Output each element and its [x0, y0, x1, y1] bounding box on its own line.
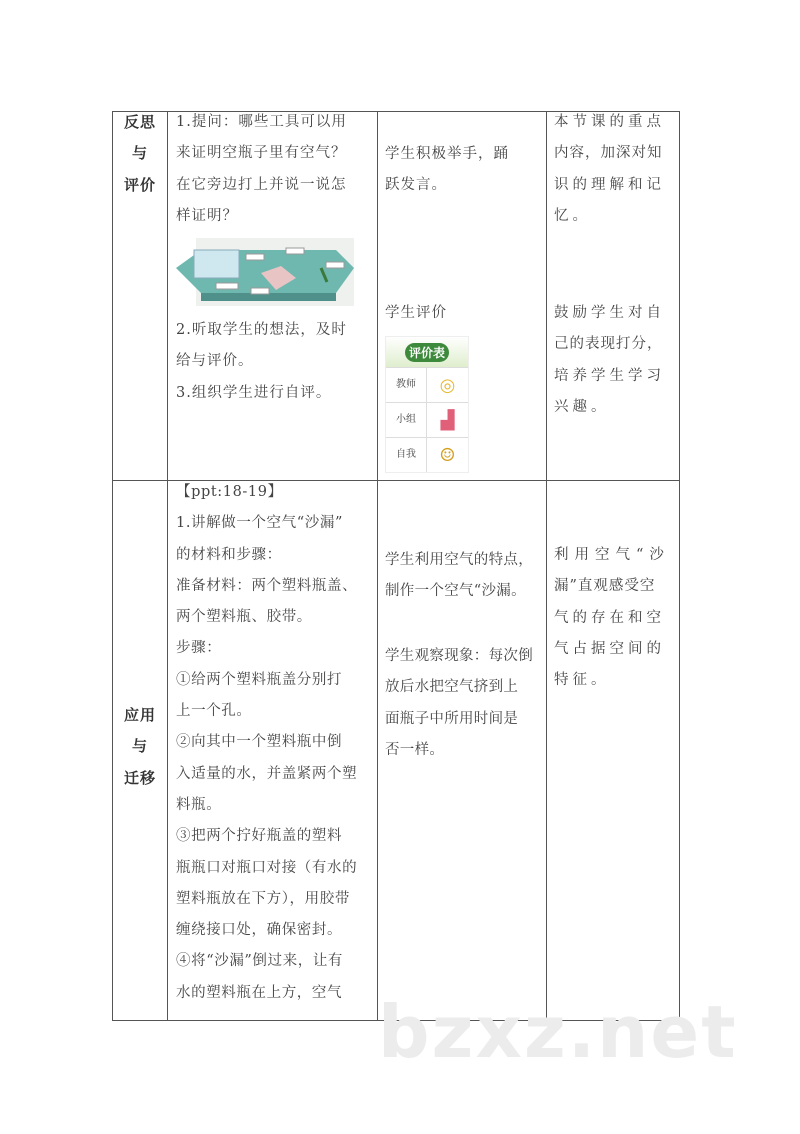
text-line: 制作一个空气“沙漏。 [385, 583, 526, 600]
eval-label: 小组 [386, 403, 427, 437]
text-line: 学生积极举手，踊 [385, 146, 509, 162]
stage-label [113, 700, 167, 794]
stage-text: 应用 [123, 706, 156, 724]
text-line: 料瓶。 [176, 796, 222, 813]
stage-text: 与 [131, 737, 148, 756]
stage-text: 迁移 [123, 768, 156, 787]
text-line: 来证明空瓶子里有空气？ [176, 145, 347, 162]
text-line: ①给两个塑料瓶盖分别打 [176, 671, 343, 688]
lollipop-icon: ◎ [439, 374, 456, 396]
eval-label: 自我 [386, 438, 427, 472]
eval-row [386, 402, 468, 437]
student-observation [385, 641, 533, 766]
design-intent [554, 540, 670, 696]
text-line: ④将“沙漏”倒过来，让有 [176, 953, 344, 970]
eval-row [386, 437, 468, 472]
text-line: 2.听取学生的想法，及时 [176, 322, 347, 338]
text-line: 在它旁边打上并说一说怎 [176, 176, 347, 193]
text-line: 入适量的水，并盖紧两个塑 [176, 765, 358, 782]
text-line: 鼓励学生对自 [554, 305, 665, 321]
teacher-activity-cont [176, 315, 347, 409]
student-eval-label [385, 298, 447, 329]
text-line: 学生评价 [385, 305, 447, 321]
text-line: 缠绕接口处，确保密封。 [176, 922, 343, 939]
eval-row [386, 367, 468, 402]
text-line: 兴趣。 [554, 398, 610, 415]
teacher-activity [176, 477, 357, 1009]
text-line: 样证明？ [176, 207, 238, 224]
column-divider [167, 111, 168, 1021]
text-line: 面瓶子中所用时间是 [385, 710, 519, 727]
text-line: 给与评价。 [176, 353, 254, 370]
text-line: 利用空气“沙 [554, 547, 670, 563]
text-line: 漏”直观感受空 [554, 578, 656, 595]
text-line: 水的塑料瓶在上方，空气 [176, 984, 343, 1001]
evaluation-table-image [385, 336, 469, 473]
text-line: 学生利用空气的特点， [385, 552, 533, 568]
text-line: 培养学生学习 [554, 367, 665, 384]
text-line: 本节课的重点 [554, 114, 665, 130]
stage-text: 与 [131, 144, 148, 163]
eval-title: 评价表 [405, 343, 449, 362]
stage-text: 反思 [123, 113, 156, 131]
lab-table-illustration [176, 238, 354, 306]
text-line: 塑料瓶放在下方），用胶带 [176, 890, 350, 907]
text-line: 步骤： [176, 640, 222, 657]
stage-label [113, 107, 167, 201]
stage-text: 评价 [123, 175, 156, 194]
text-line: 【ppt:18-19】 [176, 484, 283, 500]
text-line: 的材料和步骤： [176, 546, 282, 563]
text-line: 己的表现打分， [554, 336, 663, 353]
text-line: 1.提问：哪些工具可以用 [176, 114, 347, 130]
text-line: 跃发言。 [385, 177, 447, 194]
text-line: 气占据空间的 [554, 640, 665, 657]
text-line: 学生观察现象：每次倒 [385, 648, 533, 664]
design-intent-cont [554, 298, 665, 423]
student-activity [385, 139, 509, 202]
thumbs-up-icon: ▟ [440, 409, 455, 431]
text-line: 1.讲解做一个空气“沙漏” [176, 515, 343, 532]
eval-label: 教师 [386, 368, 427, 402]
text-line: 气的存在和空 [554, 609, 665, 626]
text-line: 瓶瓶口对瓶口对接（有水的 [176, 859, 358, 876]
text-line: 上一个孔。 [176, 703, 252, 720]
text-line: 两个塑料瓶、胶带。 [176, 609, 312, 626]
design-intent [554, 107, 665, 232]
text-line: 放后水把空气挤到上 [385, 679, 519, 696]
text-line: 否一样。 [385, 741, 445, 758]
text-line: ②向其中一个塑料瓶中倒 [176, 734, 343, 751]
teacher-activity [176, 107, 347, 232]
student-activity [385, 545, 533, 608]
text-line: 特征。 [554, 672, 610, 689]
text-line: 识的理解和记 [554, 176, 665, 193]
table-border [112, 111, 113, 1021]
watermark: bzxz.net [378, 990, 738, 1074]
column-divider [377, 111, 378, 1021]
text-line: 3.组织学生进行自评。 [176, 384, 332, 401]
column-divider [546, 111, 547, 1021]
text-line: 准备材料：两个塑料瓶盖、 [176, 577, 358, 594]
smiley-icon: ☺ [439, 444, 456, 466]
text-line: ③把两个拧好瓶盖的塑料 [176, 828, 343, 845]
table-border [679, 111, 680, 1021]
text-line: 忆。 [554, 207, 591, 224]
text-line: 内容，加深对知 [554, 145, 663, 162]
